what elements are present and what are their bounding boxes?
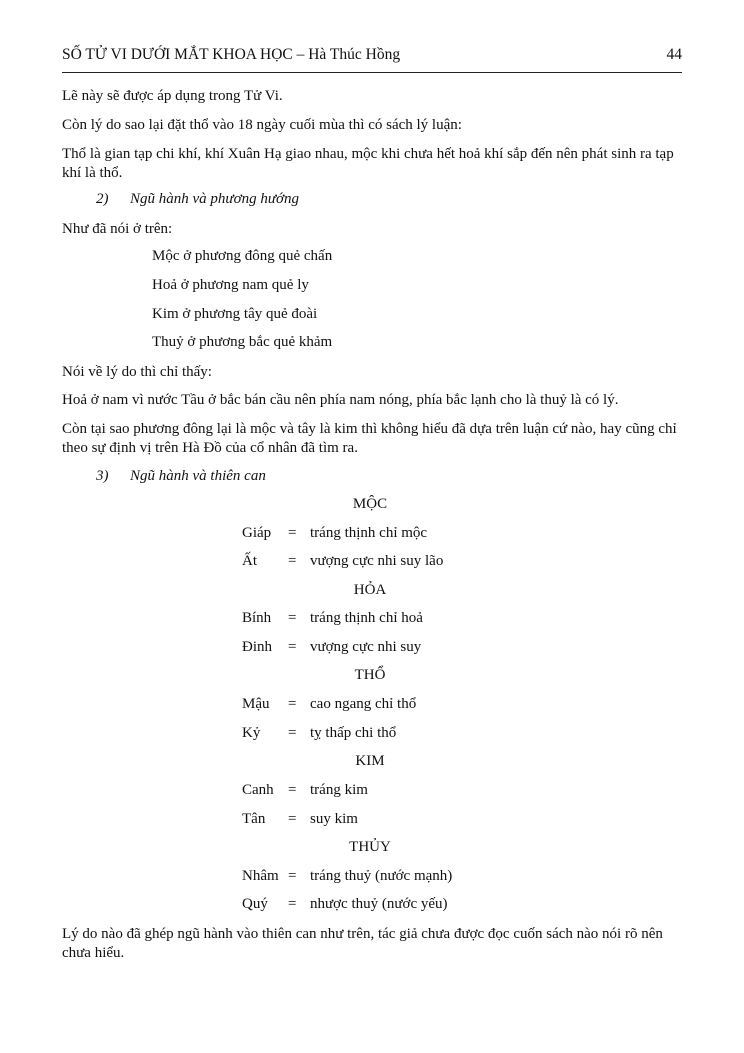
page-header bbox=[62, 46, 682, 73]
stem-row bbox=[242, 553, 443, 570]
stem-row bbox=[242, 896, 448, 913]
element-heading: HỎA bbox=[353, 582, 387, 598]
equals-sign: = bbox=[288, 696, 297, 712]
element-heading: MỘC bbox=[352, 496, 388, 512]
equals-sign: = bbox=[288, 610, 297, 626]
stem-description: tráng thịnh chỉ mộc bbox=[310, 525, 428, 541]
stem-row bbox=[242, 639, 421, 656]
direction-item: Mộc ở phương đông quẻ chấn bbox=[152, 248, 333, 264]
paragraph: Lý do nào đã ghép ngũ hành vào thiên can như trên, tác giả chưa được đọc cuốn sách nào nói rõ nên chưa hiểu. bbox=[62, 926, 663, 961]
stem-description: tráng kim bbox=[310, 782, 368, 798]
stem-description: vượng cực nhi suy bbox=[310, 639, 422, 655]
equals-sign: = bbox=[288, 525, 297, 541]
equals-sign: = bbox=[288, 782, 297, 798]
stem-description: cao ngang chỉ thổ bbox=[310, 696, 417, 712]
paragraph: Thổ là gian tạp chi khí, khí Xuân Hạ giao nhau, mộc khi chưa hết hoả khí sắp đến nên phát sinh ra tạp khí là thổ. bbox=[62, 146, 674, 181]
section-number: 3) bbox=[96, 468, 109, 484]
section-title: Ngũ hành và thiên can bbox=[130, 468, 266, 484]
direction-item: Kim ở phương tây quẻ đoài bbox=[152, 306, 318, 322]
paragraph: Hoả ở nam vì nước Tầu ở bắc bán cầu nên phía nam nóng, phía bắc lạnh cho là thuỷ là có lý. bbox=[62, 392, 619, 408]
stem-row bbox=[242, 525, 427, 542]
paragraph: Còn tại sao phương đông lại là mộc và tây là kim thì không hiểu đã dựa trên luận cứ nào, hay cũng chỉ theo sự định vị trên Hà Đồ của cổ nhân đã tìm ra. bbox=[62, 421, 677, 456]
stem-row bbox=[242, 782, 368, 799]
stem-name: Ất bbox=[242, 553, 257, 569]
stem-name: Đinh bbox=[242, 639, 272, 655]
paragraph: Như đã nói ở trên: bbox=[62, 221, 173, 237]
paragraph: Còn lý do sao lại đặt thổ vào 18 ngày cuối mùa thì có sách lý luận: bbox=[62, 117, 462, 133]
stem-row bbox=[242, 610, 423, 627]
stem-name: Kỷ bbox=[242, 725, 261, 741]
stem-name: Bính bbox=[242, 610, 272, 626]
stem-row bbox=[242, 696, 416, 713]
stem-description: nhược thuỷ (nước yếu) bbox=[310, 896, 448, 912]
stem-name: Canh bbox=[242, 782, 274, 798]
stem-description: tráng thịnh chỉ hoả bbox=[310, 610, 423, 626]
direction-item: Thuỷ ở phương bắc quẻ khảm bbox=[152, 334, 333, 350]
equals-sign: = bbox=[288, 811, 297, 827]
stem-name: Tân bbox=[242, 811, 266, 827]
paragraph: Nói về lý do thì chỉ thấy: bbox=[62, 364, 212, 380]
section-heading bbox=[96, 191, 299, 208]
stem-row bbox=[242, 811, 358, 828]
element-heading: THỔ bbox=[354, 667, 386, 683]
element-heading: KIM bbox=[355, 753, 385, 769]
equals-sign: = bbox=[288, 868, 297, 884]
direction-item: Hoả ở phương nam quẻ ly bbox=[152, 277, 309, 293]
stem-description: tráng thuỷ (nước mạnh) bbox=[310, 868, 453, 884]
stem-row bbox=[242, 868, 452, 885]
element-heading: THỦY bbox=[349, 839, 391, 855]
stem-name: Giáp bbox=[242, 525, 272, 541]
equals-sign: = bbox=[288, 639, 297, 655]
stem-name: Nhâm bbox=[242, 868, 279, 884]
page-number: 44 bbox=[666, 46, 682, 63]
section-number: 2) bbox=[96, 191, 109, 207]
stem-description: suy kim bbox=[310, 811, 358, 827]
equals-sign: = bbox=[288, 553, 297, 569]
section-heading bbox=[96, 468, 266, 485]
stem-name: Quý bbox=[242, 896, 268, 912]
stem-description: vượng cực nhi suy lão bbox=[310, 553, 444, 569]
header-title: SỐ TỬ VI DƯỚI MẮT KHOA HỌC – Hà Thúc Hồng bbox=[62, 46, 401, 63]
section-title: Ngũ hành và phương hướng bbox=[130, 191, 300, 207]
paragraph: Lẽ này sẽ được áp dụng trong Tử Vi. bbox=[62, 88, 283, 104]
stem-row bbox=[242, 725, 396, 742]
equals-sign: = bbox=[288, 896, 297, 912]
stem-description: tỵ thấp chi thổ bbox=[310, 725, 397, 741]
equals-sign: = bbox=[288, 725, 297, 741]
stem-name: Mậu bbox=[242, 696, 270, 712]
